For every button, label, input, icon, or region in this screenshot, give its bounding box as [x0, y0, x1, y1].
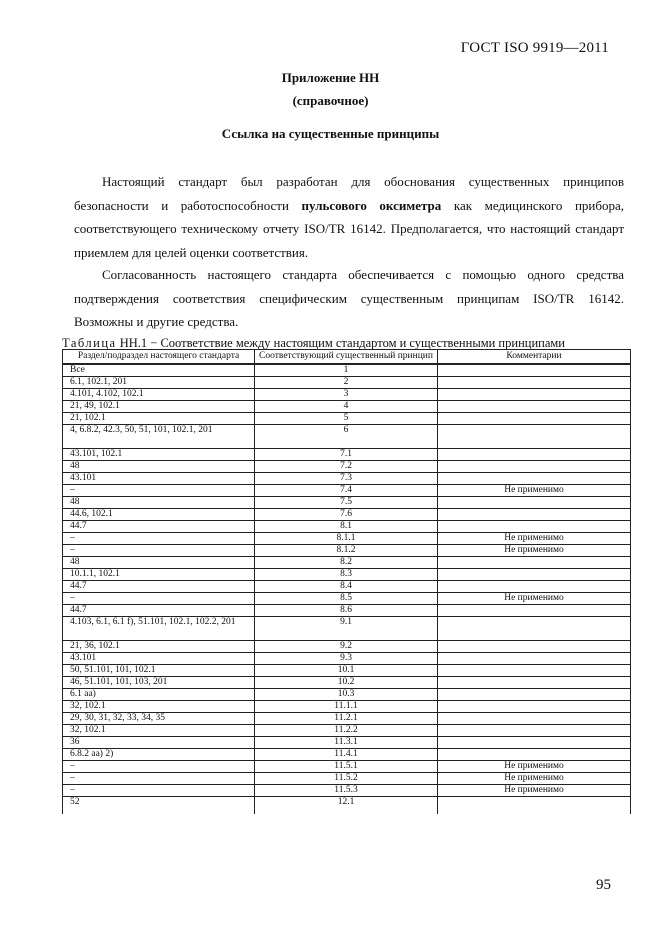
- cell-principle: 7.1: [255, 449, 438, 461]
- cell-principle: 4: [255, 401, 438, 413]
- cell-section: 21, 49, 102.1: [63, 401, 255, 413]
- cell-section: –: [63, 785, 255, 797]
- cell-comment: [438, 569, 631, 581]
- cell-principle: 7.5: [255, 497, 438, 509]
- cell-comment: [438, 581, 631, 593]
- cell-section: 43.101: [63, 653, 255, 665]
- table-row: [63, 713, 631, 725]
- cell-comment: [438, 461, 631, 473]
- cell-comment: [438, 701, 631, 713]
- cell-comment: Не применимо: [438, 545, 631, 557]
- cell-section: 50, 51.101, 101, 102.1: [63, 665, 255, 677]
- table-row: [63, 761, 631, 773]
- table-row: [63, 749, 631, 761]
- cell-principle: 7.2: [255, 461, 438, 473]
- cell-comment: [438, 617, 631, 641]
- cell-comment: [438, 557, 631, 569]
- cell-principle: 11.5.3: [255, 785, 438, 797]
- table-body: [63, 364, 631, 814]
- cell-principle: 11.5.1: [255, 761, 438, 773]
- cell-section: 32, 102.1: [63, 725, 255, 737]
- paragraph-purpose: [74, 170, 624, 264]
- table-row: [63, 497, 631, 509]
- cell-section: –: [63, 533, 255, 545]
- table-row: [63, 521, 631, 533]
- table-row: [63, 605, 631, 617]
- table-row: [63, 389, 631, 401]
- cell-comment: [438, 521, 631, 533]
- cell-comment: Не применимо: [438, 761, 631, 773]
- paragraph-text: безопасности и работоспособности: [74, 197, 302, 213]
- cell-section: 6.1 aa): [63, 689, 255, 701]
- cell-section: 44.7: [63, 605, 255, 617]
- cell-comment: [438, 677, 631, 689]
- cell-principle: 7.3: [255, 473, 438, 485]
- paragraph-conformity: [74, 263, 624, 334]
- cell-principle: 8.5: [255, 593, 438, 605]
- cell-section: 48: [63, 461, 255, 473]
- cell-comment: [438, 473, 631, 485]
- cell-section: 44.7: [63, 581, 255, 593]
- table-header-row: [63, 350, 631, 365]
- table-row: [63, 509, 631, 521]
- cell-principle: 7.6: [255, 509, 438, 521]
- cell-section: 48: [63, 497, 255, 509]
- cell-principle: 8.6: [255, 605, 438, 617]
- table-row: [63, 617, 631, 641]
- cell-section: Все: [63, 364, 255, 377]
- cell-comment: [438, 401, 631, 413]
- table-row: [63, 377, 631, 389]
- cell-principle: 8.2: [255, 557, 438, 569]
- table-row: [63, 473, 631, 485]
- cell-section: 4.101, 4.102, 102.1: [63, 389, 255, 401]
- cell-comment: [438, 364, 631, 377]
- cell-comment: [438, 377, 631, 389]
- cell-principle: 6: [255, 425, 438, 449]
- table-row: [63, 413, 631, 425]
- table-row: [63, 569, 631, 581]
- cell-principle: 11.2.2: [255, 725, 438, 737]
- cell-principle: 11.5.2: [255, 773, 438, 785]
- cell-section: 21, 102.1: [63, 413, 255, 425]
- cell-principle: 8.1: [255, 521, 438, 533]
- cell-principle: 10.1: [255, 665, 438, 677]
- table-row: [63, 581, 631, 593]
- cell-principle: 8.1.2: [255, 545, 438, 557]
- document-code: ГОСТ ISO 9919—2011: [460, 40, 609, 56]
- cell-principle: 10.3: [255, 689, 438, 701]
- cell-comment: [438, 665, 631, 677]
- cell-principle: 8.4: [255, 581, 438, 593]
- cell-comment: [438, 413, 631, 425]
- table-row: [63, 653, 631, 665]
- table-row: [63, 677, 631, 689]
- table-row: [63, 665, 631, 677]
- cell-section: 44.7: [63, 521, 255, 533]
- table-row: [63, 401, 631, 413]
- cell-comment: [438, 449, 631, 461]
- cell-principle: 1: [255, 364, 438, 377]
- table-row: [63, 545, 631, 557]
- cell-section: 4, 6.8.2, 42.3, 50, 51, 101, 102.1, 201: [63, 425, 255, 449]
- cell-principle: 11.3.1: [255, 737, 438, 749]
- table-row: [63, 701, 631, 713]
- cell-principle: 7.4: [255, 485, 438, 497]
- cell-comment: [438, 749, 631, 761]
- column-header-comments: Комментарии: [438, 350, 631, 365]
- table-caption-text: НН.1 − Соответствие между настоящим стандартом и существенными принципами: [116, 336, 565, 350]
- table-row: [63, 773, 631, 785]
- cell-comment: [438, 497, 631, 509]
- cell-comment: Не применимо: [438, 593, 631, 605]
- cell-section: 48: [63, 557, 255, 569]
- cell-comment: [438, 425, 631, 449]
- cell-comment: Не применимо: [438, 485, 631, 497]
- cell-principle: 9.1: [255, 617, 438, 641]
- table-row: [63, 641, 631, 653]
- cell-section: 21, 36, 102.1: [63, 641, 255, 653]
- cell-comment: [438, 713, 631, 725]
- table-row: [63, 425, 631, 449]
- cell-section: –: [63, 485, 255, 497]
- table-row: [63, 797, 631, 815]
- section-title: Ссылка на существенные принципы: [221, 126, 440, 141]
- table-row: [63, 725, 631, 737]
- cell-section: 36: [63, 737, 255, 749]
- table-row: [63, 689, 631, 701]
- annex-subtitle: (справочное): [292, 93, 369, 108]
- cell-section: 4.103, 6.1, 6.1 f), 51.101, 102.1, 102.2, 201: [63, 617, 255, 641]
- table-row: [63, 737, 631, 749]
- table-row: [63, 533, 631, 545]
- cell-comment: [438, 605, 631, 617]
- cell-section: 10.1.1, 102.1: [63, 569, 255, 581]
- cell-principle: 12.1: [255, 797, 438, 815]
- cell-principle: 9.2: [255, 641, 438, 653]
- cell-principle: 11.2.1: [255, 713, 438, 725]
- table-row: [63, 364, 631, 377]
- paragraph-line: приемлем для целей оценки соответствия.: [74, 244, 309, 260]
- paragraph-line: [74, 194, 624, 218]
- paragraph-text: как медицинского прибора,: [441, 197, 624, 213]
- paragraph-line: Настоящий стандарт был разработан для обоснования существенных принципов: [102, 174, 624, 189]
- cell-section: 32, 102.1: [63, 701, 255, 713]
- cell-section: –: [63, 773, 255, 785]
- table-caption-label: Таблица: [62, 336, 117, 350]
- table-row: [63, 557, 631, 569]
- cell-section: 44.6, 102.1: [63, 509, 255, 521]
- cell-comment: [438, 797, 631, 815]
- cell-section: 43.101: [63, 473, 255, 485]
- cell-section: 43.101, 102.1: [63, 449, 255, 461]
- cell-principle: 5: [255, 413, 438, 425]
- cell-principle: 2: [255, 377, 438, 389]
- paragraph-line: подтверждения соответствия специфическим существенным принципам ISO/TR 16142.: [74, 290, 624, 306]
- cell-section: –: [63, 545, 255, 557]
- cell-comment: [438, 389, 631, 401]
- cell-section: –: [63, 761, 255, 773]
- cell-comment: [438, 653, 631, 665]
- cell-section: 6.8.2 aa) 2): [63, 749, 255, 761]
- cell-principle: 11.4.1: [255, 749, 438, 761]
- cell-comment: Не применимо: [438, 533, 631, 545]
- cell-principle: 11.1.1: [255, 701, 438, 713]
- cell-comment: [438, 509, 631, 521]
- cell-comment: [438, 725, 631, 737]
- cell-principle: 8.3: [255, 569, 438, 581]
- cell-principle: 9.3: [255, 653, 438, 665]
- table-row: [63, 485, 631, 497]
- cell-principle: 8.1.1: [255, 533, 438, 545]
- cell-comment: [438, 689, 631, 701]
- paragraph-line: Согласованность настоящего стандарта обеспечивается с помощью одного средства: [102, 267, 624, 282]
- cell-principle: 10.2: [255, 677, 438, 689]
- annex-title: Приложение НН: [281, 70, 380, 85]
- column-header-principle: Соответствующий существенный принцип: [255, 350, 438, 365]
- cell-section: 46, 51.101, 101, 103, 201: [63, 677, 255, 689]
- table-row: [63, 785, 631, 797]
- paragraph-line: Возможны и другие средства.: [74, 314, 239, 329]
- paragraph-line: соответствующего техническому отчету ISO/TR 16142. Предполагается, что настоящий стандарт: [74, 221, 624, 236]
- principles-table: [62, 349, 631, 814]
- table-row: [63, 461, 631, 473]
- table-row: [63, 449, 631, 461]
- page-number: 95: [596, 877, 611, 893]
- cell-comment: Не применимо: [438, 773, 631, 785]
- column-header-section: Раздел/подраздел настоящего стандарта: [63, 350, 255, 365]
- cell-section: 29, 30, 31, 32, 33, 34, 35: [63, 713, 255, 725]
- cell-section: –: [63, 593, 255, 605]
- cell-principle: 3: [255, 389, 438, 401]
- cell-comment: Не применимо: [438, 785, 631, 797]
- table-row: [63, 593, 631, 605]
- paragraph-emphasis: пульсового оксиметра: [301, 197, 442, 213]
- cell-section: 52: [63, 797, 255, 815]
- cell-comment: [438, 641, 631, 653]
- cell-comment: [438, 737, 631, 749]
- cell-section: 6.1, 102.1, 201: [63, 377, 255, 389]
